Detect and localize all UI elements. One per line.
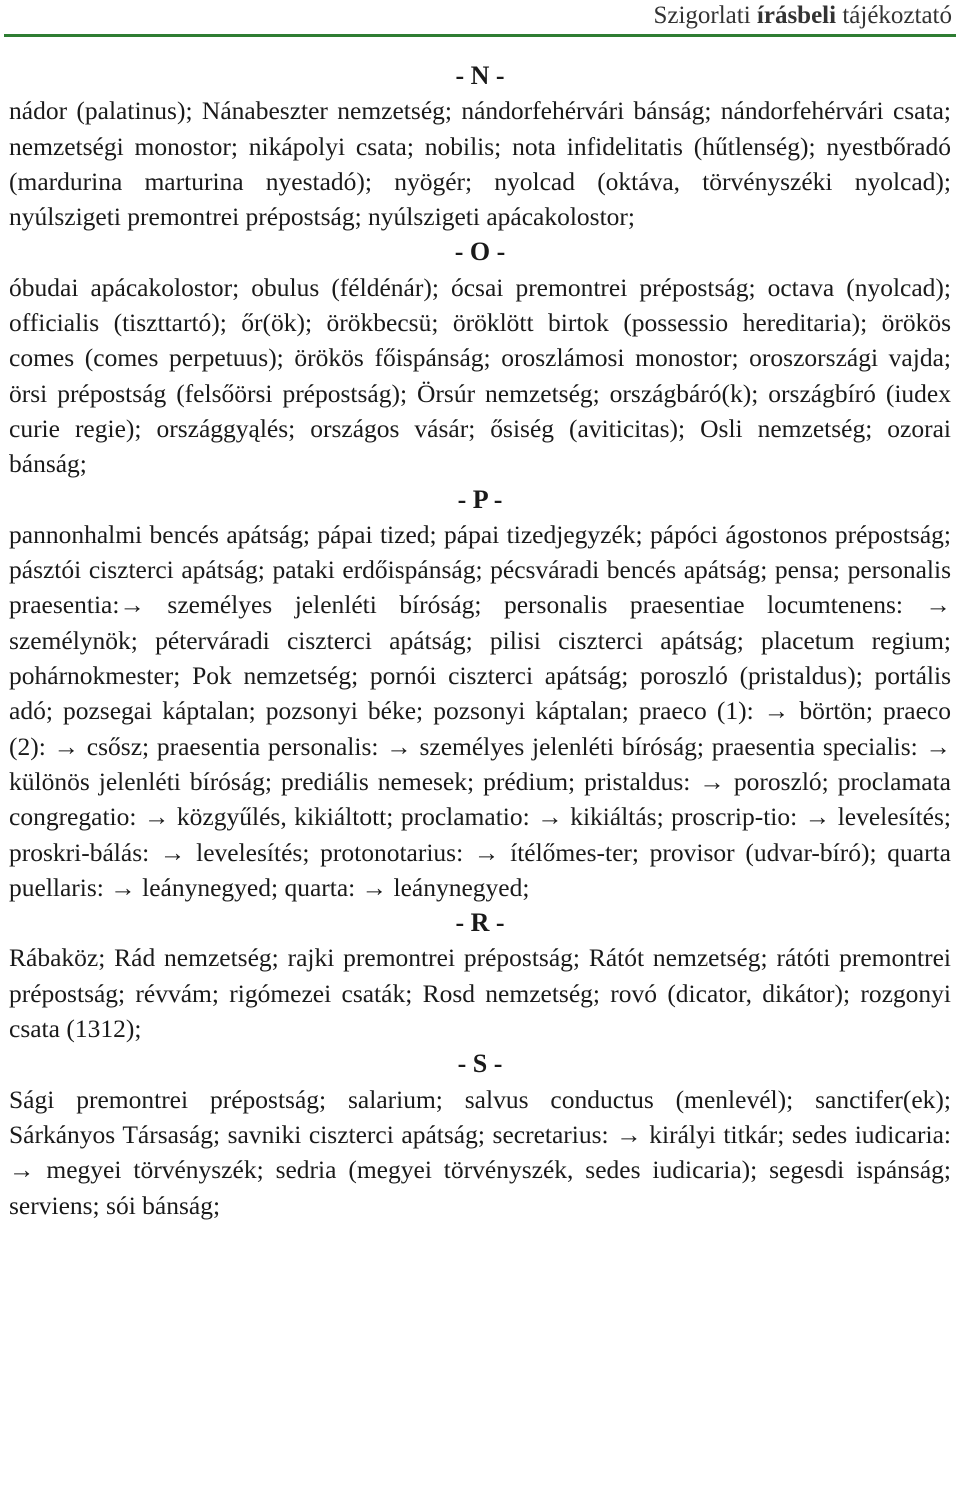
section-letter-o: - O - — [454, 237, 506, 267]
section-letter-p: - P - — [457, 484, 503, 514]
section-text-n: nádor (palatinus); Nánabeszter nemzetség; nándorfehérvári bánság; nándorfehérvári csata; nemzetségi monostor; nikápolyi csata; nobilis; nota infidelitatis (hűtlenség); nyestbőradó (mardurina marturina nyestadó); nyögér; nyolcad (oktáva, törvényszéki nyolcad); nyúlszigeti premontrei prépostság; nyúlszigeti apácakolostor; — [9, 96, 951, 232]
section-text-r: Rábaköz; Rád nemzetség; rajki premontrei prépostság; Rátót nemzetség; rátóti premontrei prépostság; révvám; rigómezei csaták; Rosd nemzetség; rovó (dicator, dikátor); rozgonyi csata (1312); — [9, 943, 951, 1044]
section-text-p: pannonhalmi bencés apátság; pápai tized; pápai tizedjegyzék; pápóci ágostonos prépostság; pásztói ciszterci apátság; pataki erdőispánság; pécsváradi bencés apátság; pensa; personalis praesentia:→ személyes jelenléti bíróság; personalis praesentiae locumtenens: → személynök; péterváradi ciszterci apátság; pilisi ciszterci apátság; placetum regium; pohárnokmester; Pok nemzetség; pornói ciszterci apátság; poroszló (pristaldus); portális adó; pozsegai káptalan; pozsonyi béke; pozsonyi káptalan; praeco (1): → börtön; praeco (2): → csősz; praesentia personalis: → személyes jelenléti bíróság; praesentia specialis: → különös jelenléti bíróság; prediális nemesek; prédium; pristaldus: → poroszló; proclamata congregatio: → közgyűlés, kikiáltott; proclamatio: → kikiáltás; proscrip-tio: → levelesítés; proskri-bálás: → levelesítés; protonotarius: → ítélőmes-ter; provisor (udvar-bíró); quarta puellaris: → leánynegyed; quarta: → leánynegyed; — [9, 519, 951, 902]
section-letter-s: - S - — [457, 1049, 503, 1079]
header-prefix: Szigorlati — [653, 2, 757, 29]
header-suffix: tájékoztató — [836, 2, 952, 29]
header-bold: írásbeli — [756, 2, 837, 29]
glossary-body — [9, 58, 951, 1223]
section-text-s: Sági premontrei prépostság; salarium; salvus conductus (menlevél); sanctifer(ek); Sárkányos Társaság; savniki ciszterci apátság; secretarius: → királyi titkár; sedes iudicaria: → megyei törvényszék; sedria (megyei törvényszék, sedes iudicaria); segesdi ispánság; serviens; sói bánság; — [9, 1084, 951, 1220]
section-letter-r: - R - — [455, 908, 505, 938]
page-header — [653, 0, 952, 32]
section-text-o: óbudai apácakolostor; obulus (féldénár); ócsai premontrei prépostság; octava (nyolcad); officialis (tiszttartó); őr(ök); örökbecsü; öröklött birtok (possessio hereditaria); örökös comes (comes perpetuus); örökös főispánság; oroszlámosi monostor; oroszországi vajda; örsi prépostság (felsőörsi prépostság); Örsúr nemzetség; országbáró(k); országbíró (iudex curie regie); országgyąlés; országos vásár; ősiség (aviticitas); Osli nemzetség; ozorai bánság; — [9, 272, 951, 479]
header-rule — [4, 34, 956, 37]
section-letter-n: - N - — [455, 61, 505, 90]
